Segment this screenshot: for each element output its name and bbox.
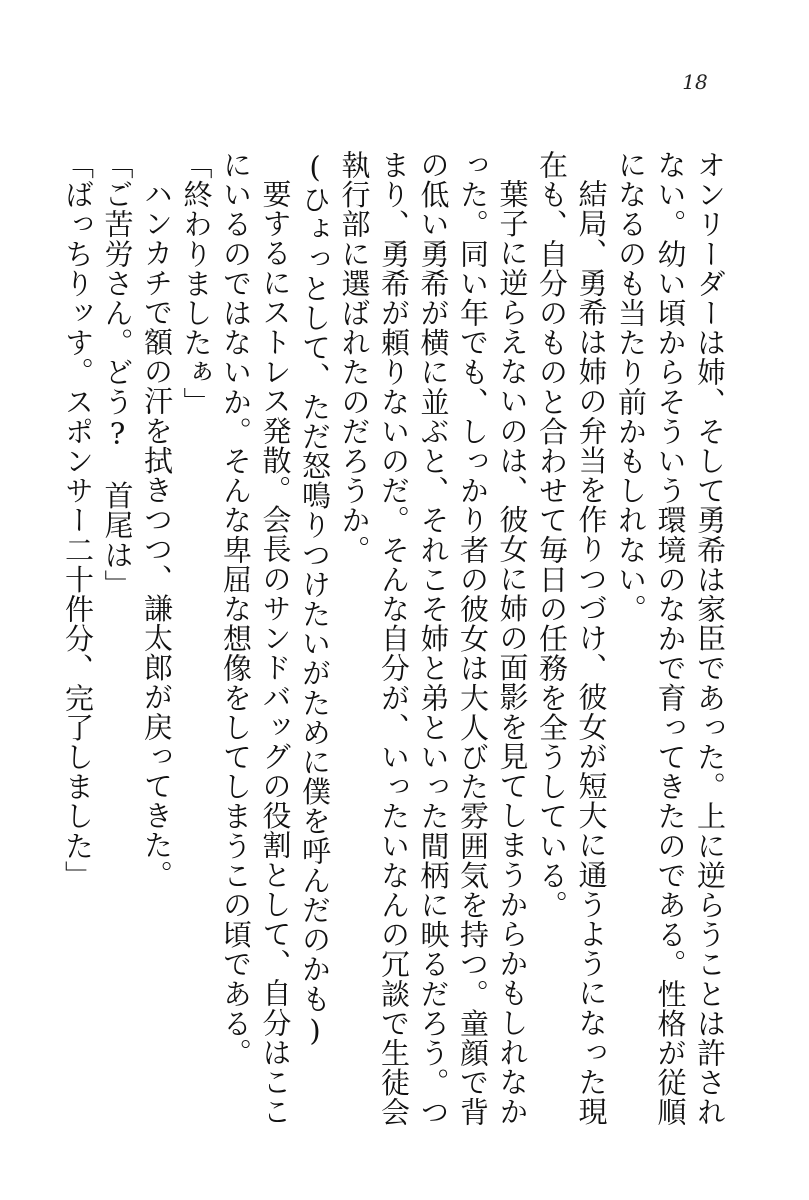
paragraph: オンリーダーは姉、そして勇希は家臣であった。上に逆らうことは許されない。幼い頃からそういう環境のなかで育ってきたのである。性格が従順になるのも当たり前かもしれない。 — [614, 150, 727, 1127]
dialogue-line: 「ご苦労さん。どう? 首尾は」 — [100, 150, 135, 599]
paragraph: 要するにストレス発散。会長のサンドバッグの役割として、自分はここにいるのではないか。そんな卑屈な想像をしてしまうこの頃である。 — [219, 150, 293, 1127]
paragraph: 結局、勇希は姉の弁当を作りつづけ、彼女が短大に通うようになった現在も、自分のものと合わせて毎日の任務を全うしている。 — [535, 150, 609, 1127]
paragraph: 葉子に逆らえないのは、彼女に姉の面影を見てしまうからかもしれなかった。同い年でも、しっかり者の彼女は大人びた雰囲気を持つ。童顔で背の低い勇希が横に並ぶと、それこそ姉と弟といった間柄に映るだろう。つまり、勇希が頼りないのだ。そんな自分が、いったいなんの冗談で生徒会執行部に選ばれたのだろうか。 — [337, 150, 530, 1127]
page-number: 18 — [682, 70, 708, 94]
vertical-text-body — [58, 150, 730, 1150]
dialogue-line: 「終わりましたぁ」 — [179, 150, 214, 417]
paragraph: ハンカチで額の汗を拭きつつ、謙太郎が戻ってきた。 — [140, 179, 174, 890]
dialogue-line: 「ばっちりッす。スポンサー二十件分、完了しました」 — [61, 150, 95, 890]
paragraph: (ひょっとして、ただ怒鳴りつけたいがために僕を呼んだのかも) — [298, 150, 332, 1048]
